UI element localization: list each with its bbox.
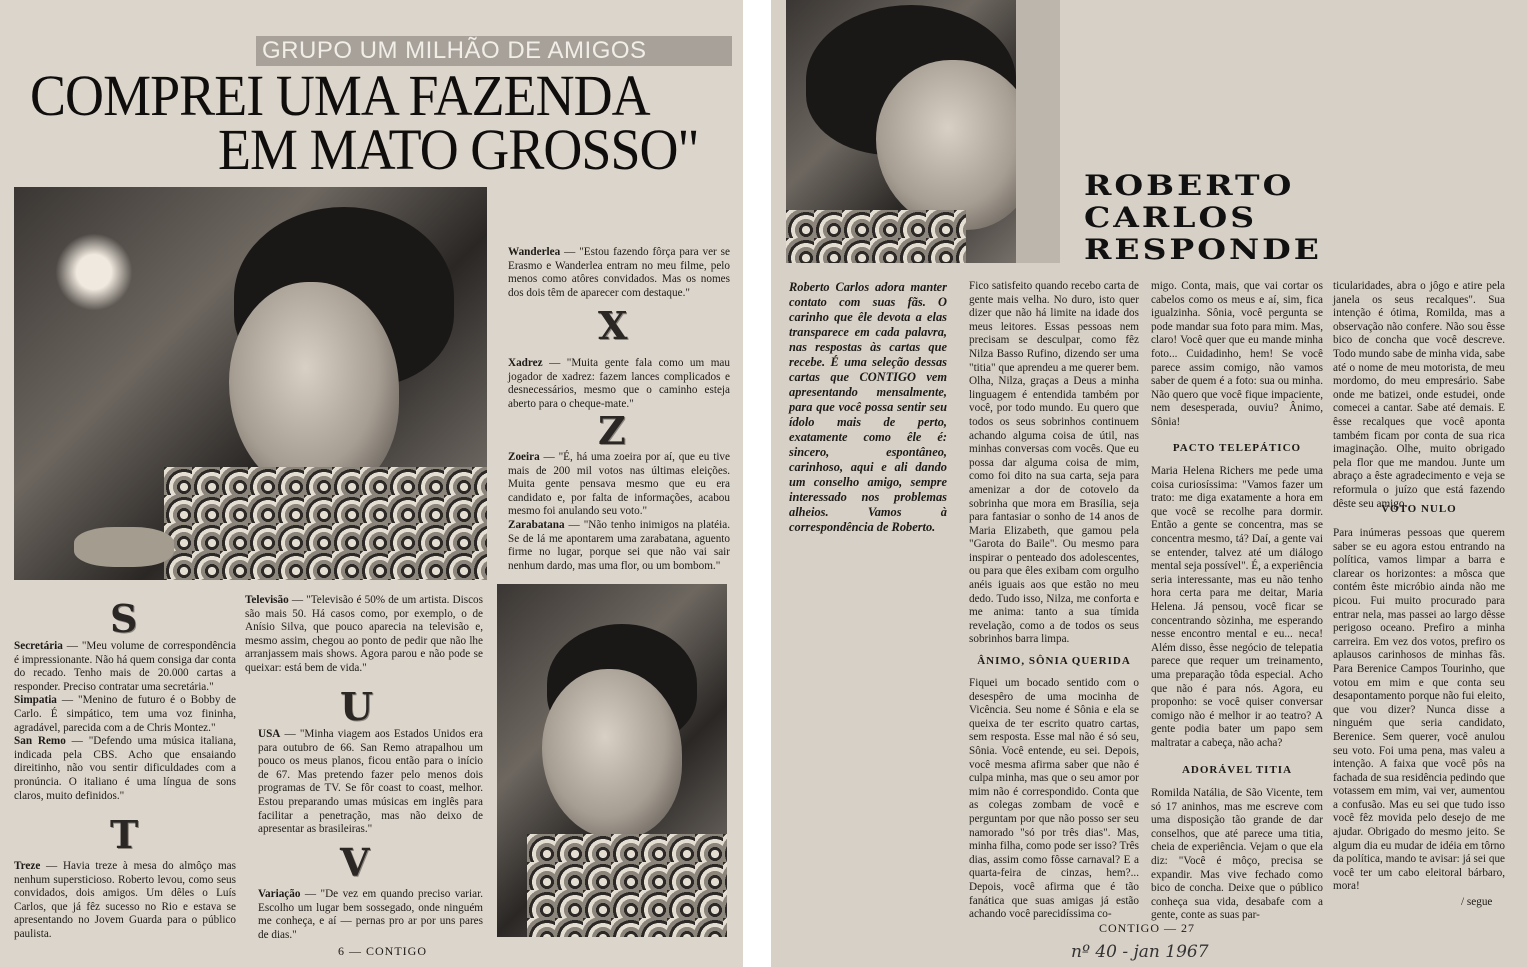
col-d-bottom: Para inúmeras pessoas que querem saber se eu agora estou entrando na política, vamos limpar a barra e clarear os horizontes: a môsca que contém êste micróbio ainda não me picou. Fui muito procurado para entrar nela, mas passei ao largo dêsse perigoso oceano. Prefiro a minha carreira. Em vez dos votos, prefiro os aplausos carinhosos de minhas fãs. Para Berenice Campos Tourinho, que votou em mim e que conta seu desapontamento porque não fui eleito, que vou dizer? Nunca disse a ninguém que seria candidato, Berenice. Sem querer, você anulou seu voto. Foi uma pena, mas valeu a intenção. A faixa que você pôs na fachada de sua residência pedindo que votassem em mim, vai ver, aumentou a confusão. Mas eu sei que tudo isso você fêz movida pelo desejo de me ajudar. Obrigado do mesmo jeito. Se algum dia eu mudar de idéia em tôrno da política, mando te avisar: já sei que você ter um cabo eleitoral bárbaro, mora! — [1333, 527, 1505, 893]
right-magazine-page — [771, 0, 1527, 967]
subhead-pacto: PACTO TELEPÁTICO — [1172, 442, 1302, 454]
entry-xadrez — [508, 357, 730, 411]
entry-sanremo — [14, 735, 236, 803]
alphabet-letter-z: Z — [598, 408, 626, 453]
entry-text: — "Minha viagem aos Estados Unidos era para outubro de 66. San Remo atrapalhou um pouco os meus planos, ficou então para o início de 67. Mas pretendo fazer pelo menos dois programas de TV. Se fôr coast to coast, melhor. Estou preparando umas músicas em inglês para facilitar a penetração, mas não deixo de apresentar as brasileiras." — [258, 728, 483, 836]
alphabet-letter-x: X — [598, 303, 628, 348]
alphabet-letter-t: T — [110, 812, 139, 857]
alphabet-letter-v: V — [340, 840, 370, 885]
handwritten-note: nº 40 - jan 1967 — [1071, 942, 1209, 962]
col2-televisao — [245, 594, 483, 676]
col-d-top: ticularidades, abra o jôgo e atire pela janela os seus recalques". Sua intenção é ótima, Romilda, mas a observação não confere. Não sou êsse bico de concha que você descreve. Todo mundo sabe de minha vida, sabe até o nome de meu motorista, de meu mordomo, do meu empresário. Sabe onde me batizei, onde estudei, onde comecei a cantar. Sabe até demais. E êsse recalques que você aponta também ficam por conta de sua rica imaginação. Olhe, muito obrigado pela flor que me mandou. Junte um abraço a êste agradecimento e veja se reformula o juízo que está fazendo dêste seu amigo. — [1333, 280, 1505, 510]
entry-text: — "É, há uma zoeira por aí, que eu tive mais de 200 mil votos nas últimas eleições. Muita gente pensava mesmo que eu era candidato e, por falta de informações, acabou mesmo foi anulando seu voto." — [508, 451, 730, 518]
entry-label: Simpatia — [14, 694, 57, 707]
subhead-voto: VOTO NULO — [1381, 503, 1457, 515]
subhead-animo: ÂNIMO, SÔNIA QUERIDA — [977, 655, 1131, 667]
entry-televisao — [245, 594, 483, 676]
alphabet-letter-u: U — [340, 684, 374, 729]
entry-text: — "Defendo uma música italiana, indicada pela CBS. Acho que ensaiando direitinho, não vou sentir dificuldades com a pronúncia. O italiano é uma língua de sons claros, muito definidos." — [14, 735, 236, 802]
col-c-bottom: Romilda Natália, de São Vicente, tem só 17 aninhos, mas me escreve com uma disposição tão grande de dar conselhos, que até parece uma titia, cheia de experiência. Vejam o que ela diz: "Você é môço, precisa se expandir. Mas vive fechado como bico de concha. Deixe que o público conheça sua vida, desabafe com a gente, conte as suas par- — [1151, 787, 1323, 922]
entry-label: Variação — [258, 888, 301, 900]
entry-text: — "Televisão é 50% de um artista. Discos são mais 50. Há casos como, por exemplo, o de Anísio Silva, que pouco aparecia na televisão e, mesmo assim, chegou ao ponto de pedir que não lhe arranjassem mais shows. Agora parou e não pode se queixar: está bem de vida." — [245, 594, 483, 674]
entry-label: USA — [258, 728, 281, 740]
photo-roberto-smiling — [786, 0, 1060, 263]
entry-text: — Havia treze à mesa do almôço mas nenhum supersticioso. Roberto levou, como seus convidados, dois amigos. Um dêles o Luís Carlos, que já fêz sucesso no Rio e estava se apresentando no Jovem Guarda para o público paulista. — [14, 860, 236, 940]
entry-usa — [258, 728, 483, 837]
entry-simpatia — [14, 694, 236, 735]
col-b-top: Fico satisfeito quando recebo carta de gente mais velha. No duro, isto quer dizer que não há limite na idade dos meus leitores. Essas pessoas nem precisam se desculpar, como fêz Nilza Basso Rufino, dizendo ser uma "titia" que aprendeu a me querer bem. Olha, Nilza, graças a Deus a minha linguagem é entendida também por você, por todo mundo. Eu quero que todos os seus sobrinhos continuem achando alguma coisa de útil, nas minhas conversas com vocês. Que eu possa dar alguma coisa de mim, como foi dito na sua carta, seja para amenizar a dor de cotovelo da sobrinha que mora em Brasília, seja para fantasiar o sonho de 14 anos de Maria Elizabeth, que gamou pela "Garota do Baile". Ou mesmo para inspirar o penteado dos adolescentes, ou para que êles exibam com orgulho anéis iguais aos que estão no meu dedo. Tudo isso, Nilza, me conforta e me anima: tanto a sua tímida revelação, como a de todos os seus sobrinhos barra limpa. — [969, 280, 1139, 646]
entry-zoeira — [508, 451, 730, 519]
entry-text: — "De vez em quando preciso variar. Escolho um lugar bem sossegado, onde ninguém me conheça, e aí — pernas pro ar por uns pares de dias." — [258, 888, 483, 941]
entry-zarabatana — [508, 519, 730, 573]
entry-label: Zoeira — [508, 451, 540, 463]
entry-wanderlea — [508, 246, 730, 300]
page-gutter — [743, 0, 771, 967]
col2-variacao — [258, 888, 483, 942]
col-b-bottom: Fiquei um bocado sentido com o desespêro de uma mocinha de Vicência. Seu nome é Sônia e ela se queixa de ter escrito quatro cartas, sem resposta. Esse mal não é só seu, Sônia. Você entende, eu sei. Depois, você mesma afirma saber que não é culpa minha, mas que o seu amor por mim não é correspondido. Conta que as colegas zombam de você e perguntam por que não posso ser seu namorado "só por três dias". Mas, minha filha, como pode ser isso? Três dias, assim como fôsse carnaval? E a quarta-feira de cinzas, hem?... Depois, você afirma que é tão fanática que suas amigas já estão achando você parecidíssima co- — [969, 677, 1139, 921]
entry-label: Wanderlea — [508, 246, 561, 258]
entry-label: Secretária — [14, 640, 63, 652]
photo-roberto-portrait — [497, 584, 727, 937]
entry-text: — "Meu volume de correspondência é impressionante. Não há quem consiga dar conta do recado. Tenho mais de 20.000 cartas a responder. Preciso contratar uma secretária." — [14, 640, 236, 693]
col1-entries — [14, 640, 236, 803]
page-footer: 6 — CONTIGO — [338, 944, 427, 958]
col1-treze — [14, 860, 236, 942]
col2-usa — [258, 728, 483, 837]
entry-label: Treze — [14, 860, 41, 872]
headline-line2: EM MATO GROSSO" — [218, 117, 699, 182]
title-line1: ROBERTO — [1084, 168, 1295, 202]
title-line3: RESPONDE — [1084, 232, 1322, 266]
col-right-top — [508, 246, 730, 300]
left-magazine-page — [0, 0, 743, 967]
entry-text: — "Menino de futuro é o Bobby de Carlo. É simpático, tem uma voz fininha, agradável, parecida com a de Chris Montez." — [14, 694, 236, 734]
entry-text: — "Não tenho inimigos na platéia. Se de lá me apontarem uma zarabatana, aguento firme no lugar, porque sei que não vai sair nenhum dardo, mas uma flor, ou um bombom." — [508, 518, 730, 572]
page-footer: CONTIGO — 27 — [1099, 921, 1195, 935]
col-right-xadrez — [508, 357, 730, 411]
entry-secretaria — [14, 640, 236, 694]
col-right-zoeira — [508, 451, 730, 573]
continued-note: / segue — [1461, 896, 1493, 908]
banner-text: GRUPO UM MILHÃO DE AMIGOS — [262, 37, 647, 64]
col-c-mid: Maria Helena Richers me pede uma coisa curiosíssima: "Vamos fazer um trato: me diga exatamente a hora em que você se recolhe para dormir. Então a gente se concentra, mas se concentra mesmo, tá? Daí, a gente vai se entender, talvez até um diálogo mental seja possível". É, a experiência seria interessante, mas eu não tenho hora certa para me deitar, Maria Helena. Já pensou, você ficar se concentrando sòzinha, me esperando nesse encontro mental e eu... neca! Além disso, êsse negócio de telepatia parece que requer um treinamento, uma preparação tôda especial. Acho que não é para nós. Agora, eu proponho: se você quiser conversar comigo não é melhor ir ao teatro? A gente podia bater um papo sem maltratar a cabeça, não acha? — [1151, 465, 1324, 749]
entry-label: Televisão — [245, 594, 289, 606]
entry-label: Xadrez — [508, 357, 543, 369]
subhead-titia: ADORÁVEL TITIA — [1181, 764, 1293, 776]
entry-label: Zarabatana — [508, 518, 565, 531]
headline-line1: COMPREI UMA FAZENDA — [30, 63, 650, 128]
intro-text: Roberto Carlos adora manter contato com suas fãs. O carinho que êle devota a elas transparece em cada palavra, nas respostas às cartas que recebe. É uma seleção dessas cartas que CONTIGO vem apresentando mensalmente, para que você possa sentir seu ídolo mais de perto, exatamente como êle é: sincero, espontâneo, carinhoso, aqui e ali dando um conselho amigo, sempre interessado nos problemas alheios. Vamos à correspondência de Roberto. — [789, 280, 947, 534]
entry-variacao — [258, 888, 483, 942]
title-line2: CARLOS — [1084, 200, 1258, 234]
entry-text: — "Muita gente fala como um mau jogador de xadrez: fazem lances complicados e desnecessários, mesmo que o caminho esteja aberto para o cheque-mate." — [508, 357, 730, 410]
entry-text: — "Estou fazendo fôrça para ver se Erasmo e Wanderlea entram no meu filme, pelo menos como atôres convidados. Mas os nomes dos dois têm de aparecer com destaque." — [508, 246, 730, 299]
entry-label: San Remo — [14, 735, 66, 748]
entry-treze — [14, 860, 236, 942]
alphabet-letter-s: S — [110, 596, 138, 641]
photo-roberto-dining — [14, 187, 487, 580]
col-c-top: migo. Conta, mais, que vai cortar os cabelos como os meus e aí, sim, fica igualzinha. Sônia, você pergunta se pode mandar sua foto para mim. Mas, claro! Você quer que eu mande minha foto... Cuidadinho, hem! Se você parece assim comigo, não vamos saber de quem é a foto: sua ou minha. Não quero que você fique impaciente, nem desesperada, ouviu? Ânimo, Sônia! — [1151, 280, 1323, 428]
